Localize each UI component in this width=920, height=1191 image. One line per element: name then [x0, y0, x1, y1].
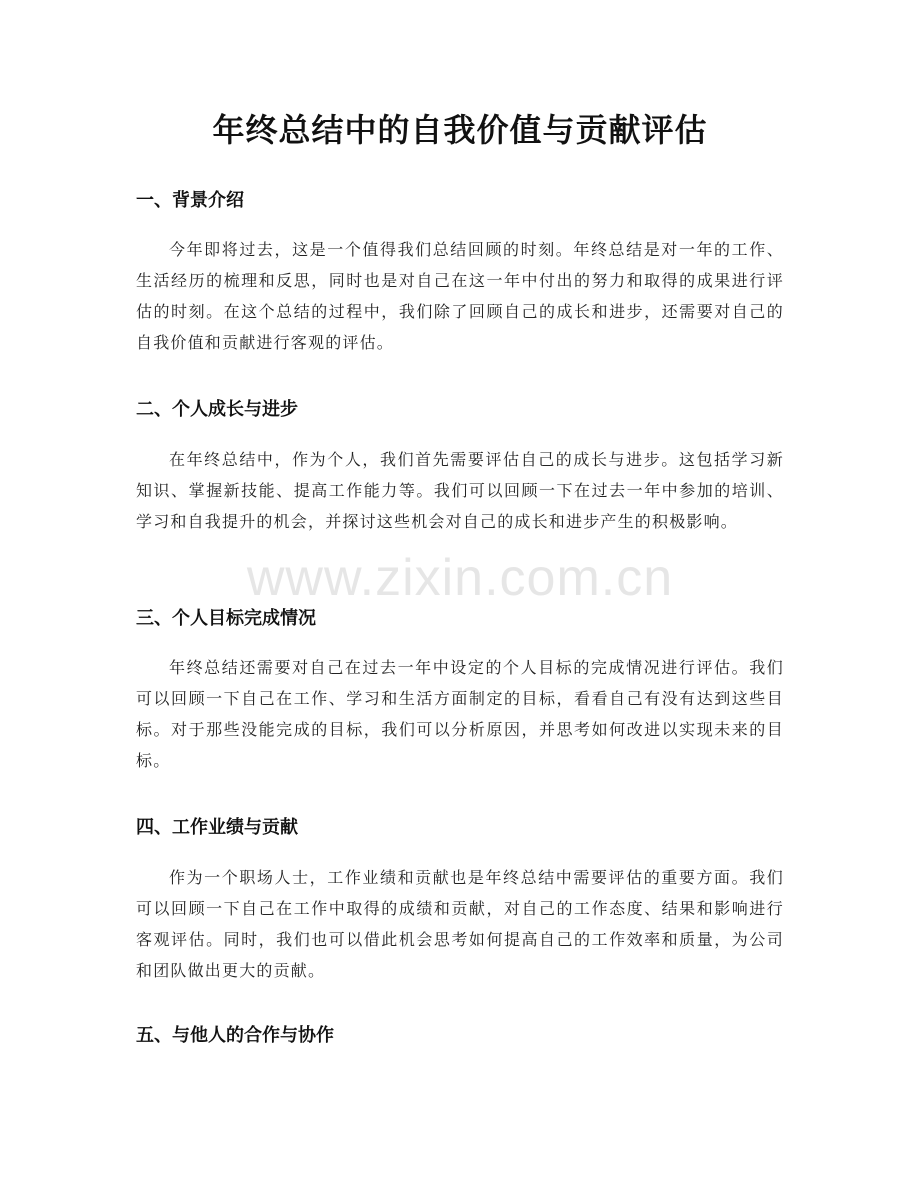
document-title: 年终总结中的自我价值与贡献评估 [212, 111, 708, 149]
section-body-personal-growth: 在年终总结中，作为个人，我们首先需要评估自己的成长与进步。这包括学习新知识、掌握新技能、提高工作能力等。我们可以回顾一下在过去一年中参加的培训、学习和自我提升的机会，并探讨这些机会对自己的成长和进步产生的积极影响。 [136, 450, 784, 531]
section-heading-background: 一、背景介绍 [136, 190, 244, 211]
section-body-background: 今年即将过去，这是一个值得我们总结回顾的时刻。年终总结是对一年的工作、生活经历的梳理和反思，同时也是对自己在这一年中付出的努力和取得的成果进行评估的时刻。在这个总结的过程中，我们除了回顾自己的成长和进步，还需要对自己的自我价值和贡献进行客观的评估。 [136, 240, 784, 352]
section-body-personal-goals: 年终总结还需要对自己在过去一年中设定的个人目标的完成情况进行评估。我们可以回顾一下自己在工作、学习和生活方面制定的目标，看看自己有没有达到这些目标。对于那些没能完成的目标，我们可以分析原因，并思考如何改进以实现未来的目标。 [136, 658, 784, 770]
section-heading-cooperation: 五、与他人的合作与协作 [136, 1025, 334, 1046]
section-heading-personal-goals: 三、个人目标完成情况 [136, 608, 316, 629]
watermark: www.zixin.com.cn [246, 549, 674, 607]
section-body-work-performance: 作为一个职场人士，工作业绩和贡献也是年终总结中需要评估的重要方面。我们可以回顾一下自己在工作中取得的成绩和贡献，对自己的工作态度、结果和影响进行客观评估。同时，我们也可以借此机会思考如何提高自己的工作效率和质量，为公司和团队做出更大的贡献。 [136, 868, 784, 980]
section-heading-personal-growth: 二、个人成长与进步 [136, 399, 298, 420]
section-heading-work-performance: 四、工作业绩与贡献 [136, 817, 298, 838]
